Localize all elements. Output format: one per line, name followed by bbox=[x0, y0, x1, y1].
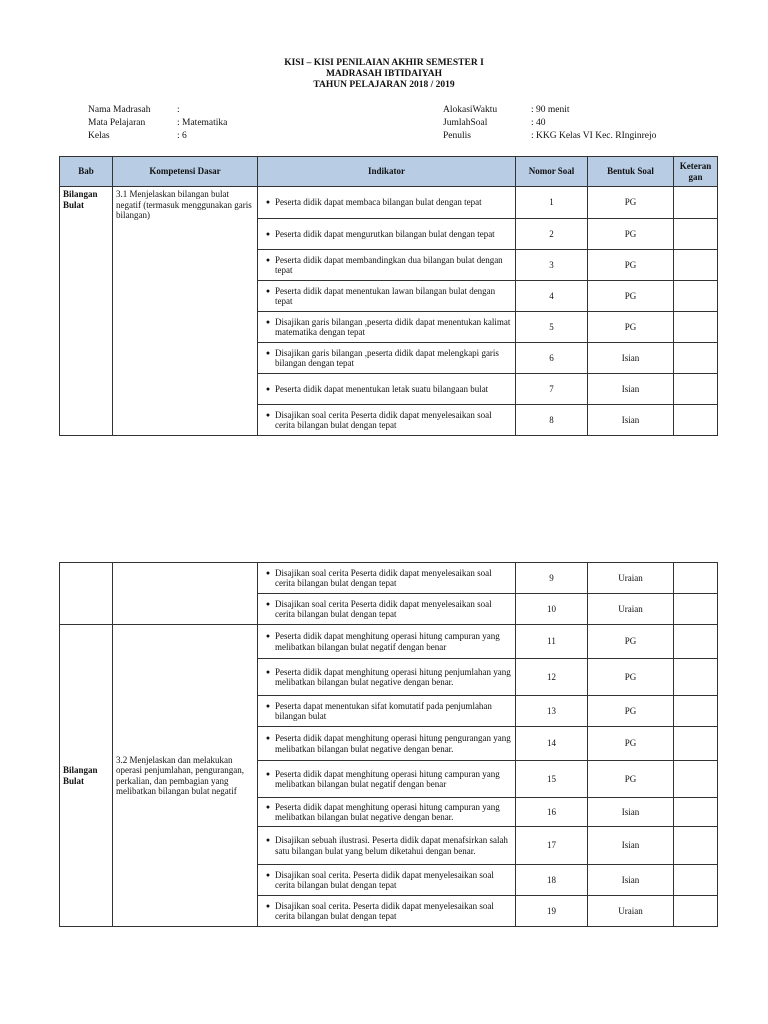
indikator-text: Disajikan garis bilangan ,peserta didik dapat melengkapi garis bilangan dengan tepat bbox=[275, 347, 499, 368]
indikator-text: Peserta didik dapat menentukan letak suatu bilangaan bulat bbox=[275, 383, 489, 394]
bullet-icon: ● bbox=[265, 286, 271, 295]
bullet-item bbox=[261, 197, 512, 208]
cell-nomor-soal: 15 bbox=[516, 761, 588, 798]
cell-indikator bbox=[258, 312, 516, 343]
bullet-icon: ● bbox=[265, 701, 271, 710]
info-value: : KKG Kelas VI Kec. RInginrejo bbox=[531, 131, 657, 141]
cell-nomor-soal: 8 bbox=[516, 405, 588, 436]
cell-keterangan bbox=[674, 761, 718, 798]
cell-indikator bbox=[258, 374, 516, 405]
info-row-kelas bbox=[88, 130, 227, 143]
cell-indikator bbox=[258, 219, 516, 250]
info-label: Mata Pelajaran bbox=[88, 118, 146, 128]
cell-indikator bbox=[258, 696, 516, 727]
bullet-item bbox=[261, 599, 512, 620]
cell-indikator bbox=[258, 563, 516, 594]
cell-indikator bbox=[258, 625, 516, 659]
cell-nomor-soal: 18 bbox=[516, 865, 588, 896]
indikator-text: Peserta didik dapat menentukan lawan bilangan bulat dengan tepat bbox=[275, 285, 496, 306]
cell-keterangan bbox=[674, 343, 718, 374]
header-indikator: Indikator bbox=[258, 157, 516, 187]
bullet-item bbox=[261, 229, 512, 240]
bullet-icon: ● bbox=[265, 901, 271, 910]
indikator-text: Peserta didik dapat menghitung operasi hitung campuran yang melibatkan bilangan bulat negatif dengan benar bbox=[275, 768, 500, 789]
cell-kompetensi-dasar bbox=[113, 563, 258, 625]
bullet-item bbox=[261, 568, 512, 589]
indikator-text: Disajikan soal cerita. Peserta didik dapat menyelesaikan soal cerita bilangan bulat dengan tepat bbox=[275, 869, 494, 890]
info-value: : Matematika bbox=[177, 118, 228, 128]
kisi-table-1 bbox=[59, 156, 718, 436]
document-title bbox=[0, 58, 768, 91]
cell-bentuk-soal: PG bbox=[588, 219, 674, 250]
cell-bentuk-soal: Isian bbox=[588, 865, 674, 896]
cell-bentuk-soal: Uraian bbox=[588, 896, 674, 927]
cell-keterangan bbox=[674, 659, 718, 696]
bullet-icon: ● bbox=[265, 568, 271, 577]
indikator-text: Disajikan soal cerita Peserta didik dapat menyelesaikan soal cerita bilangan bulat dengan tepat bbox=[275, 567, 492, 588]
info-row-mapel bbox=[88, 117, 227, 130]
bullet-item bbox=[261, 901, 512, 922]
cell-bentuk-soal: Isian bbox=[588, 827, 674, 865]
bullet-item bbox=[261, 317, 512, 338]
header-keterangan: Keteran gan bbox=[674, 157, 718, 187]
cell-keterangan bbox=[674, 896, 718, 927]
header-nomor-soal: Nomor Soal bbox=[516, 157, 588, 187]
bullet-icon: ● bbox=[265, 836, 271, 844]
cell-indikator bbox=[258, 827, 516, 865]
title-line-3: TAHUN PELAJARAN 2018 / 2019 bbox=[313, 80, 455, 90]
bullet-item bbox=[261, 701, 512, 722]
indikator-text: Peserta didik dapat menghitung operasi hitung pengurangan yang melibatkan bilangan bulat negative dengan benar. bbox=[275, 733, 511, 754]
info-row-alokasi bbox=[443, 104, 656, 117]
cell-kompetensi-dasar: 3.1 Menjelaskan bilangan bulat negatif (termasuk menggunakan garis bilangan) bbox=[113, 187, 258, 436]
cell-nomor-soal: 10 bbox=[516, 594, 588, 625]
cell-nomor-soal: 1 bbox=[516, 187, 588, 219]
cell-bentuk-soal: Isian bbox=[588, 798, 674, 827]
cell-bentuk-soal: PG bbox=[588, 312, 674, 343]
bullet-item bbox=[261, 348, 512, 369]
kisi-table-2 bbox=[59, 562, 718, 927]
title-line-2: MADRASAH IBTIDAIYAH bbox=[325, 69, 443, 79]
cell-nomor-soal: 11 bbox=[516, 625, 588, 659]
cell-bentuk-soal: PG bbox=[588, 761, 674, 798]
indikator-text: Peserta dapat menentukan sifat komutatif pada penjumlahan bilangan bulat bbox=[275, 700, 492, 721]
cell-keterangan bbox=[674, 281, 718, 312]
cell-indikator bbox=[258, 727, 516, 761]
info-row-jumlah bbox=[443, 117, 656, 130]
bullet-item bbox=[261, 410, 512, 431]
cell-nomor-soal: 19 bbox=[516, 896, 588, 927]
cell-bentuk-soal: Isian bbox=[588, 343, 674, 374]
cell-nomor-soal: 3 bbox=[516, 250, 588, 281]
cell-indikator bbox=[258, 896, 516, 927]
cell-indikator bbox=[258, 865, 516, 896]
indikator-text: Peserta didik dapat membaca bilangan bulat dengan tepat bbox=[275, 197, 482, 208]
cell-nomor-soal: 6 bbox=[516, 343, 588, 374]
cell-bentuk-soal: Isian bbox=[588, 374, 674, 405]
bullet-item bbox=[261, 870, 512, 891]
bullet-icon: ● bbox=[265, 198, 271, 207]
bullet-icon: ● bbox=[265, 348, 271, 357]
cell-keterangan bbox=[674, 865, 718, 896]
cell-keterangan bbox=[674, 312, 718, 343]
info-value: : bbox=[177, 105, 180, 115]
table-row bbox=[60, 187, 718, 219]
bullet-icon: ● bbox=[265, 255, 271, 264]
cell-nomor-soal: 2 bbox=[516, 219, 588, 250]
info-row-penulis bbox=[443, 130, 656, 143]
cell-indikator bbox=[258, 405, 516, 436]
info-value: : 40 bbox=[531, 118, 546, 128]
info-value: : 90 menit bbox=[531, 105, 570, 115]
cell-indikator bbox=[258, 281, 516, 312]
cell-nomor-soal: 13 bbox=[516, 696, 588, 727]
bullet-item bbox=[261, 667, 512, 688]
bullet-icon: ● bbox=[265, 632, 271, 640]
table-header-row bbox=[60, 157, 718, 187]
cell-bentuk-soal: PG bbox=[588, 625, 674, 659]
cell-keterangan bbox=[674, 727, 718, 761]
indikator-text: Disajikan soal cerita Peserta didik dapat menyelesaikan soal cerita bilangan bulat dengan tepat bbox=[275, 598, 492, 619]
indikator-text: Peserta didik dapat menghitung operasi hitung penjumlahan yang melibatkan bilangan bulat negative dengan benar. bbox=[275, 666, 511, 687]
cell-nomor-soal: 17 bbox=[516, 827, 588, 865]
cell-keterangan bbox=[674, 405, 718, 436]
cell-keterangan bbox=[674, 250, 718, 281]
info-value: : 6 bbox=[177, 131, 187, 141]
cell-nomor-soal: 7 bbox=[516, 374, 588, 405]
cell-nomor-soal: 5 bbox=[516, 312, 588, 343]
cell-keterangan bbox=[674, 219, 718, 250]
indikator-text: Peserta didik dapat membandingkan dua bilangan bulat dengan tepat bbox=[275, 254, 503, 275]
bullet-icon: ● bbox=[265, 769, 271, 778]
cell-keterangan bbox=[674, 594, 718, 625]
indikator-text: Peserta didik dapat menghitung operasi hitung campuran yang melibatkan bilangan bulat negatif dengan benar bbox=[275, 631, 500, 652]
bullet-icon: ● bbox=[265, 410, 271, 419]
cell-keterangan bbox=[674, 625, 718, 659]
info-label: JumlahSoal bbox=[443, 118, 488, 128]
cell-bentuk-soal: PG bbox=[588, 696, 674, 727]
cell-nomor-soal: 9 bbox=[516, 563, 588, 594]
bullet-icon: ● bbox=[265, 317, 271, 326]
cell-indikator bbox=[258, 594, 516, 625]
cell-bentuk-soal: Uraian bbox=[588, 594, 674, 625]
info-label: Kelas bbox=[88, 131, 110, 141]
cell-bentuk-soal: PG bbox=[588, 727, 674, 761]
cell-bab: Bilangan Bulat bbox=[60, 187, 113, 436]
table-row bbox=[60, 563, 718, 594]
bullet-item bbox=[261, 384, 512, 395]
cell-indikator bbox=[258, 761, 516, 798]
cell-indikator bbox=[258, 659, 516, 696]
info-row-madrasah bbox=[88, 104, 227, 117]
cell-indikator bbox=[258, 187, 516, 219]
bullet-item bbox=[261, 769, 512, 790]
title-line-1: KISI – KISI PENILAIAN AKHIR SEMESTER I bbox=[284, 58, 484, 68]
header-bab: Bab bbox=[60, 157, 113, 187]
indikator-text: Disajikan garis bilangan ,peserta didik dapat menentukan kalimat matematika dengan tepat bbox=[275, 316, 511, 337]
cell-bab bbox=[60, 563, 113, 625]
cell-bentuk-soal: PG bbox=[588, 187, 674, 219]
header-kompetensi-dasar: Kompetensi Dasar bbox=[113, 157, 258, 187]
indikator-text: Disajikan sebuah ilustrasi. Peserta didik dapat menafsirkan salah satu bilangan bulat yang belum diketahui dengan benar. bbox=[275, 835, 508, 856]
cell-keterangan bbox=[674, 374, 718, 405]
cell-bentuk-soal: Isian bbox=[588, 405, 674, 436]
table-row bbox=[60, 625, 718, 659]
cell-keterangan bbox=[674, 187, 718, 219]
cell-nomor-soal: 16 bbox=[516, 798, 588, 827]
cell-keterangan bbox=[674, 563, 718, 594]
cell-keterangan bbox=[674, 798, 718, 827]
info-label: Nama Madrasah bbox=[88, 105, 151, 115]
cell-indikator bbox=[258, 343, 516, 374]
cell-keterangan bbox=[674, 696, 718, 727]
info-label: AlokasiWaktu bbox=[443, 105, 498, 115]
indikator-text: Disajikan soal cerita Peserta didik dapat menyelesaikan soal cerita bilangan bulat dengan tepat bbox=[275, 409, 492, 430]
bullet-icon: ● bbox=[265, 667, 271, 676]
info-left bbox=[88, 104, 227, 143]
indikator-text: Peserta didik dapat mengurutkan bilangan bulat dengan tepat bbox=[275, 228, 495, 239]
bullet-icon: ● bbox=[265, 384, 271, 393]
cell-indikator bbox=[258, 798, 516, 827]
indikator-text: Peserta didik dapat menghitung operasi hitung campuran yang melibatkan bilangan bulat negative dengan benar. bbox=[275, 801, 500, 822]
bullet-item bbox=[261, 835, 512, 856]
bullet-item bbox=[261, 255, 512, 276]
cell-bentuk-soal: PG bbox=[588, 281, 674, 312]
cell-bentuk-soal: PG bbox=[588, 250, 674, 281]
cell-bentuk-soal: PG bbox=[588, 659, 674, 696]
bullet-icon: ● bbox=[265, 229, 271, 238]
bullet-icon: ● bbox=[265, 599, 271, 608]
cell-indikator bbox=[258, 250, 516, 281]
bullet-item bbox=[261, 286, 512, 307]
indikator-text: Disajikan soal cerita. Peserta didik dapat menyelesaikan soal cerita bilangan bulat dengan tepat bbox=[275, 900, 494, 921]
cell-kompetensi-dasar: 3.2 Menjelaskan dan melakukan operasi penjumlahan, pengurangan, perkalian, dan pembagian yang melibatkan bilangan bulat negatif bbox=[113, 625, 258, 927]
header-bentuk-soal: Bentuk Soal bbox=[588, 157, 674, 187]
cell-nomor-soal: 12 bbox=[516, 659, 588, 696]
cell-bentuk-soal: Uraian bbox=[588, 563, 674, 594]
bullet-item bbox=[261, 802, 512, 823]
cell-keterangan bbox=[674, 827, 718, 865]
bullet-icon: ● bbox=[265, 802, 271, 811]
bullet-item bbox=[261, 733, 512, 754]
cell-nomor-soal: 4 bbox=[516, 281, 588, 312]
cell-bab: Bilangan Bulat bbox=[60, 625, 113, 927]
info-label: Penulis bbox=[443, 131, 471, 141]
info-right bbox=[443, 104, 656, 143]
bullet-item bbox=[261, 631, 512, 652]
cell-nomor-soal: 14 bbox=[516, 727, 588, 761]
bullet-icon: ● bbox=[265, 870, 271, 879]
bullet-icon: ● bbox=[265, 734, 271, 742]
